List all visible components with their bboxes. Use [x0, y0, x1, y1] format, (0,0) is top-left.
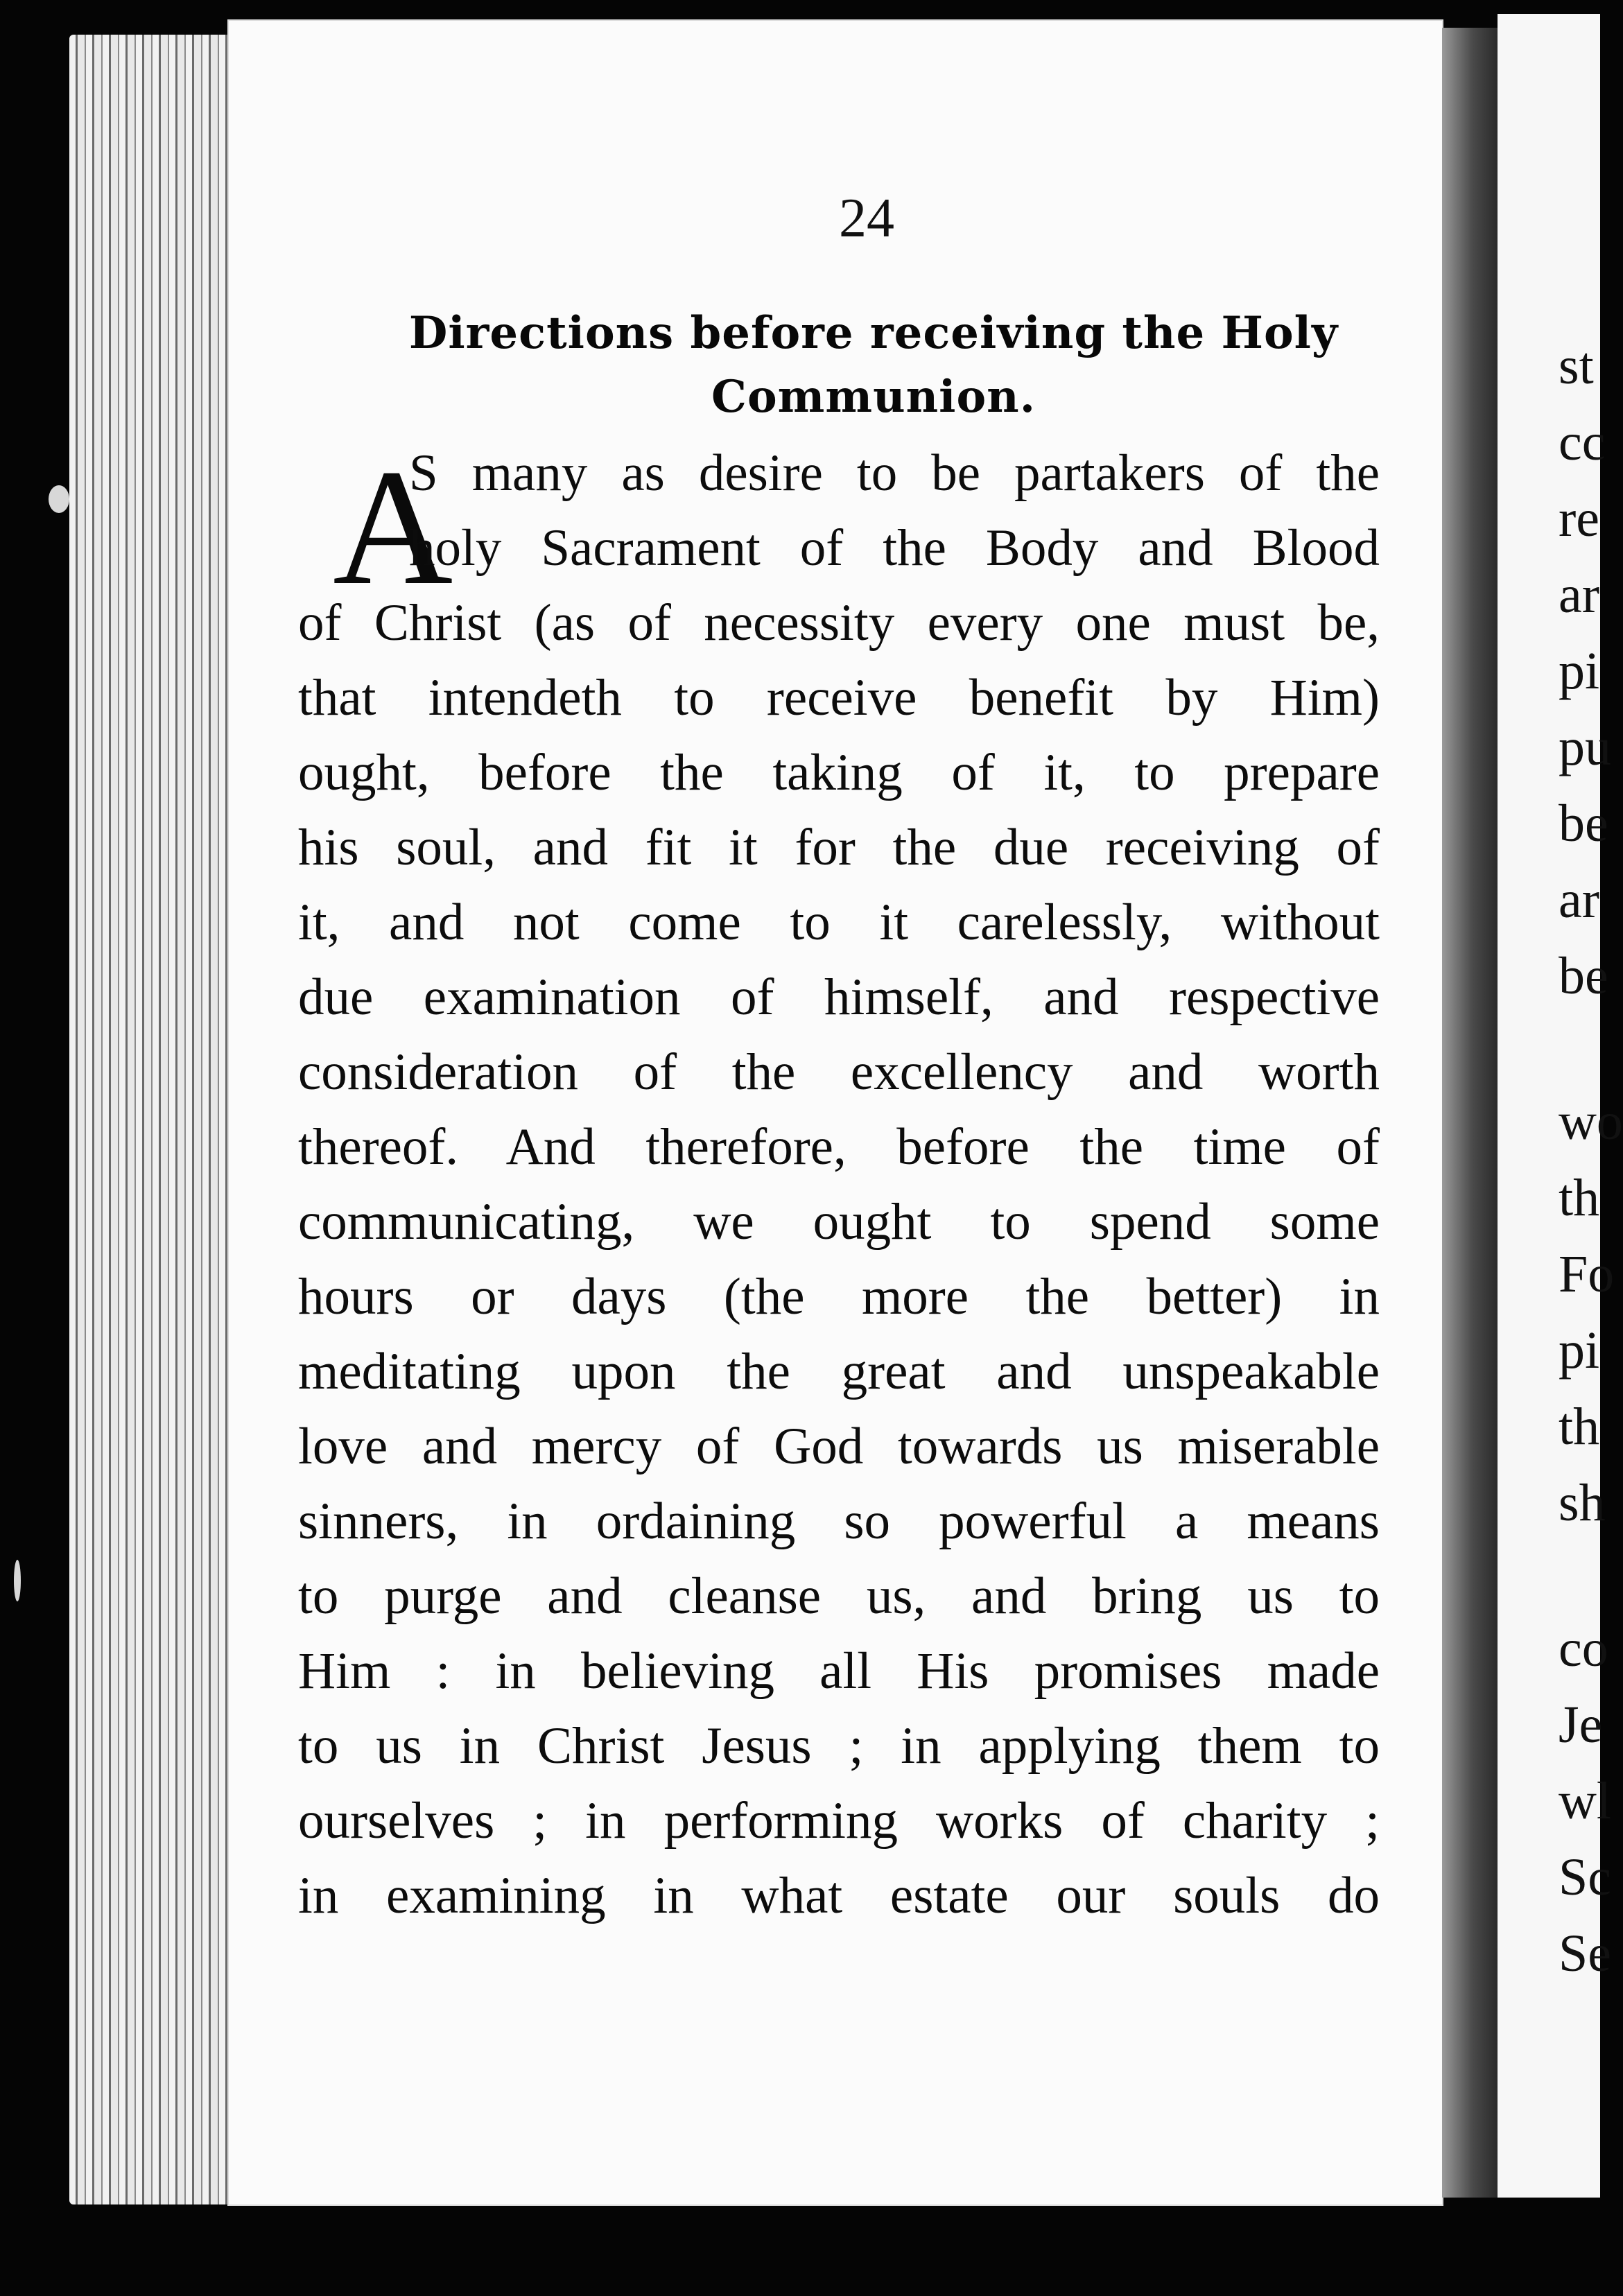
text-line: consideration of the excellency and worth [298, 1043, 1380, 1101]
facing-page-fragment: Je [1559, 1696, 1603, 1754]
facing-page-fragment: wo [1559, 1093, 1623, 1151]
facing-page-fragment: st [1559, 337, 1594, 395]
page-gutter [1442, 28, 1498, 2198]
facing-page-fragment: wl [1559, 1772, 1611, 1830]
backdrop-speck [49, 485, 69, 513]
page-number: 24 [839, 188, 894, 249]
facing-page-fragment: th [1559, 1169, 1600, 1227]
heading-line: Communion. [711, 371, 1036, 423]
facing-page-fragment: th [1559, 1398, 1600, 1456]
facing-page-fragment: Sc [1559, 1848, 1611, 1906]
text-line: to us in Christ Jesus ; in applying them to [298, 1717, 1380, 1775]
text-line: ourselves ; in performing works of charity ; [298, 1792, 1380, 1850]
text-line: his soul, and fit it for the due receiving of [298, 819, 1380, 876]
text-line: hours or days (the more the better) in [298, 1268, 1380, 1325]
page-edges [69, 35, 236, 2204]
text-line: S many as desire to be partakers of the [409, 444, 1380, 502]
facing-page-fragment: pi [1559, 642, 1600, 700]
text-line: ought, before the taking of it, to prepare [298, 744, 1380, 801]
text-line: sinners, in ordaining so powerful a means [298, 1493, 1380, 1550]
facing-page-fragment: be [1559, 794, 1608, 853]
text-line: that intendeth to receive benefit by Him) [298, 669, 1380, 727]
facing-page-fragment: ar [1559, 566, 1600, 624]
facing-page-fragment: pu [1559, 718, 1611, 776]
text-line: holy Sacrament of the Body and Blood [409, 519, 1380, 577]
facing-page-fragment: cc [1559, 413, 1606, 471]
backdrop-speck [14, 1560, 21, 1601]
text-line: in examining in what estate our souls do [298, 1867, 1380, 1924]
text-line: to purge and cleanse us, and bring us to [298, 1567, 1380, 1625]
heading-line: Directions before receiving the Holy [408, 307, 1339, 359]
text-line: meditating upon the great and unspeakable [298, 1343, 1380, 1400]
text-line: love and mercy of God towards us miserable [298, 1418, 1380, 1475]
page-heading [388, 302, 1359, 429]
text-line: thereof. And therefore, before the time of [298, 1118, 1380, 1176]
facing-page [1498, 14, 1623, 2198]
facing-page-fragment: be [1559, 947, 1608, 1005]
facing-page-fragment: re [1559, 489, 1600, 548]
facing-page-fragment: co [1559, 1619, 1608, 1678]
facing-page-fragment: ar [1559, 871, 1600, 929]
facing-page-fragment: sh [1559, 1474, 1606, 1532]
text-line: Him : in believing all His promises made [298, 1642, 1380, 1700]
facing-page-fragment: Fo [1559, 1245, 1615, 1303]
text-line: it, and not come to it carelessly, without [298, 894, 1380, 951]
text-line: due examination of himself, and respective [298, 968, 1380, 1026]
drop-cap: A [333, 435, 453, 619]
facing-page-fragment: Se [1559, 1924, 1611, 1983]
text-line: of Christ (as of necessity every one must be, [298, 594, 1380, 652]
facing-page-fragment: pi [1559, 1321, 1600, 1380]
text-line: communicating, we ought to spend some [298, 1193, 1380, 1251]
